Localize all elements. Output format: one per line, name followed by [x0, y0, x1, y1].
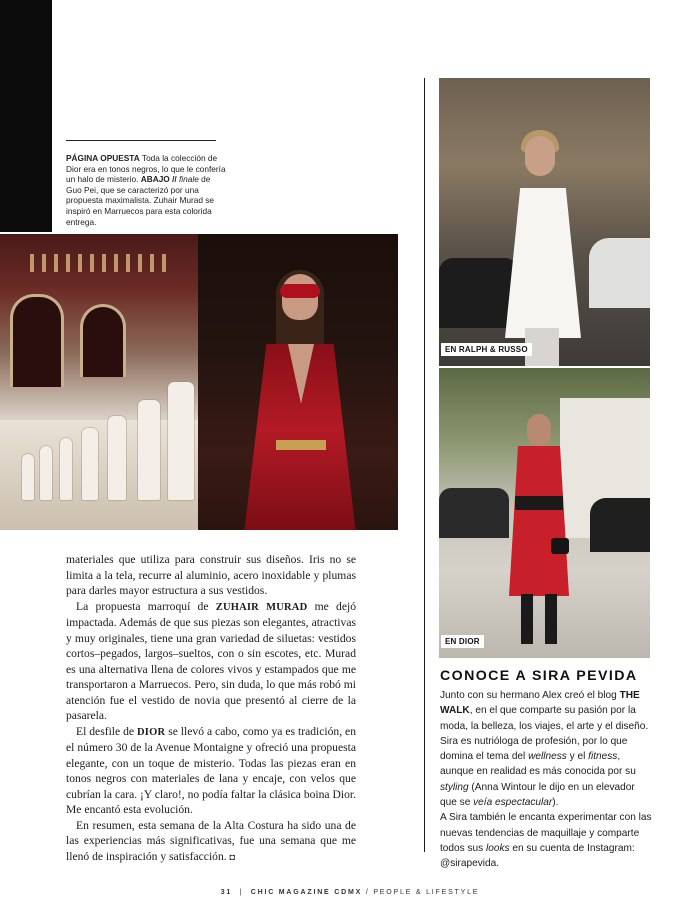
chandelier-lights [30, 254, 170, 272]
street-style-photo-ralph-russo [439, 78, 650, 366]
end-mark-icon: ◘ [229, 851, 235, 862]
magazine-name: CHIC MAGAZINE CDMX [250, 889, 363, 896]
paragraph-2-rest: me dejó impactada. Además de que sus piezas son elegantes, atractivas y muy originales, tiene una gran variedad de siluetas: vestidos cortos–pegados, largos–sueltos, con o sin escotes, etc. Murad es una alternativa llena de colores vivos y estampados que me transportaron a Marruecos. Pero, sin duda, lo que más robó mi atención fue el vestido de novia que presentó al cierre de la pasarela. [66, 599, 356, 722]
sidebar-heading: CONOCE A SIRA PEVIDA [440, 668, 638, 684]
face [525, 136, 555, 176]
black-car [439, 488, 509, 538]
article-body [66, 552, 356, 865]
runway-model [60, 438, 72, 500]
black-car [439, 258, 519, 328]
sidebar-t3: y el [566, 751, 589, 763]
page-folio [0, 889, 700, 896]
runway-photo-zuhair-murad [198, 234, 398, 530]
folio-slash: / [365, 889, 370, 896]
sidebar-paragraph-1 [440, 688, 652, 810]
paragraph-4-text: En resumen, esta semana de la Alta Costura ha sido una de las experiencias más significativas, fue una semana que me llenó de inspiración y satisfacción. [66, 818, 356, 863]
runway-model [138, 400, 160, 500]
arch-center [80, 304, 126, 377]
caption-text-1: Toda la colección de Dior era en tonos negros, lo que le confería un halo de misterio. [66, 153, 226, 185]
sidebar-p2b: en su cuenta de Instagram: @sirapevida. [440, 842, 635, 870]
paragraph-3 [66, 724, 356, 818]
legs [521, 594, 557, 644]
opposite-page-photo-edge [0, 0, 52, 232]
sidebar-t6: ). [552, 797, 559, 809]
sidebar-t2: , en el que comparte su pasión por la moda, la belleza, los viajes, el arte y el diseño. Sira es nutrióloga de profesión, por lo que domina el tema del [440, 705, 649, 763]
black-car-right [590, 498, 650, 552]
blog-name: THE WALK [440, 690, 640, 717]
sidebar-t5: (Anna Wintour le dijo en un elevador que se [440, 781, 635, 809]
paragraph-3-rest: se llevó a cabo, como ya es tradición, en el número 30 de la Avenue Montaigne y ofreció una propuesta elegante, con un toque de misterio. Todas las piezas eran en tonos negros con materiales de lana y encaje, con velos que cubrían la cara. ¡Y claro!, no podía faltar la clásica boina Dior. Me encantó esta evolución. [66, 724, 356, 816]
brand-dior: DIOR [137, 726, 166, 738]
white-car [589, 238, 650, 308]
photo-caption [66, 153, 226, 227]
sidebar-t4: , aunque en realidad es más conocida por su [440, 751, 636, 778]
caption-label-opposite: PÁGINA OPUESTA [66, 153, 140, 163]
sidebar-paragraph-2 [440, 810, 652, 871]
gold-belt [276, 440, 326, 450]
term-fitness: fitness [588, 751, 618, 763]
sidebar-text [440, 688, 652, 872]
section-name: PEOPLE & LIFESTYLE [373, 889, 480, 896]
sidebar-t1: Junto con su hermano Alex creó el blog [440, 690, 620, 701]
runway-model [40, 446, 52, 500]
caption-label-below: ABAJO // [140, 174, 177, 185]
term-styling: styling [440, 781, 469, 793]
paragraph-3-start: El desfile de [76, 724, 138, 738]
paragraph-4 [66, 818, 356, 866]
runway-model [168, 382, 194, 500]
runway-model [82, 428, 98, 500]
caption-finale: finale [179, 174, 199, 185]
black-handbag [551, 538, 569, 554]
paragraph-2-start: La propuesta marroquí de [76, 599, 216, 613]
arch-left [10, 294, 64, 387]
term-looks: looks [486, 842, 510, 854]
caption-text-2: de Guo Pei, que se caracterizó por una propuesta maximalista. Zuhair Murad se inspiró en Marruecos para esta colorida entrega. [66, 174, 215, 227]
page-number: 31 [220, 889, 233, 896]
photo-label-ralph-russo: EN RALPH & RUSSO [441, 343, 532, 356]
brand-zuhair-murad: ZUHAIR MURAD [215, 601, 308, 613]
runway-photo-guo-pei [0, 234, 200, 530]
sidebar-p2a: A Sira también le encanta experimentar con las nuevas tendencias de maquillaje y comparte todos sus [440, 812, 652, 854]
runway-model [108, 416, 126, 500]
white-blazer [505, 188, 581, 338]
paragraph-1: materiales que utiliza para construir sus diseños. Iris no se limita a la tela, recurre al aluminio, acero inoxidable y plumas para darles mayor estructura a sus vestidos. [66, 553, 356, 597]
street-style-photo-dior [439, 368, 650, 658]
face [527, 414, 551, 446]
caption-rule [66, 140, 216, 141]
runway-model [22, 454, 34, 500]
black-belt [515, 496, 563, 510]
quote-spectacular: veía espectacular [473, 797, 553, 809]
red-turban [280, 284, 320, 298]
photo-label-dior: EN DIOR [441, 635, 484, 648]
folio-separator: | [239, 889, 244, 896]
column-rule [424, 78, 425, 852]
term-wellness: wellness [528, 751, 567, 763]
red-coat [509, 446, 569, 596]
paragraph-2 [66, 599, 356, 724]
